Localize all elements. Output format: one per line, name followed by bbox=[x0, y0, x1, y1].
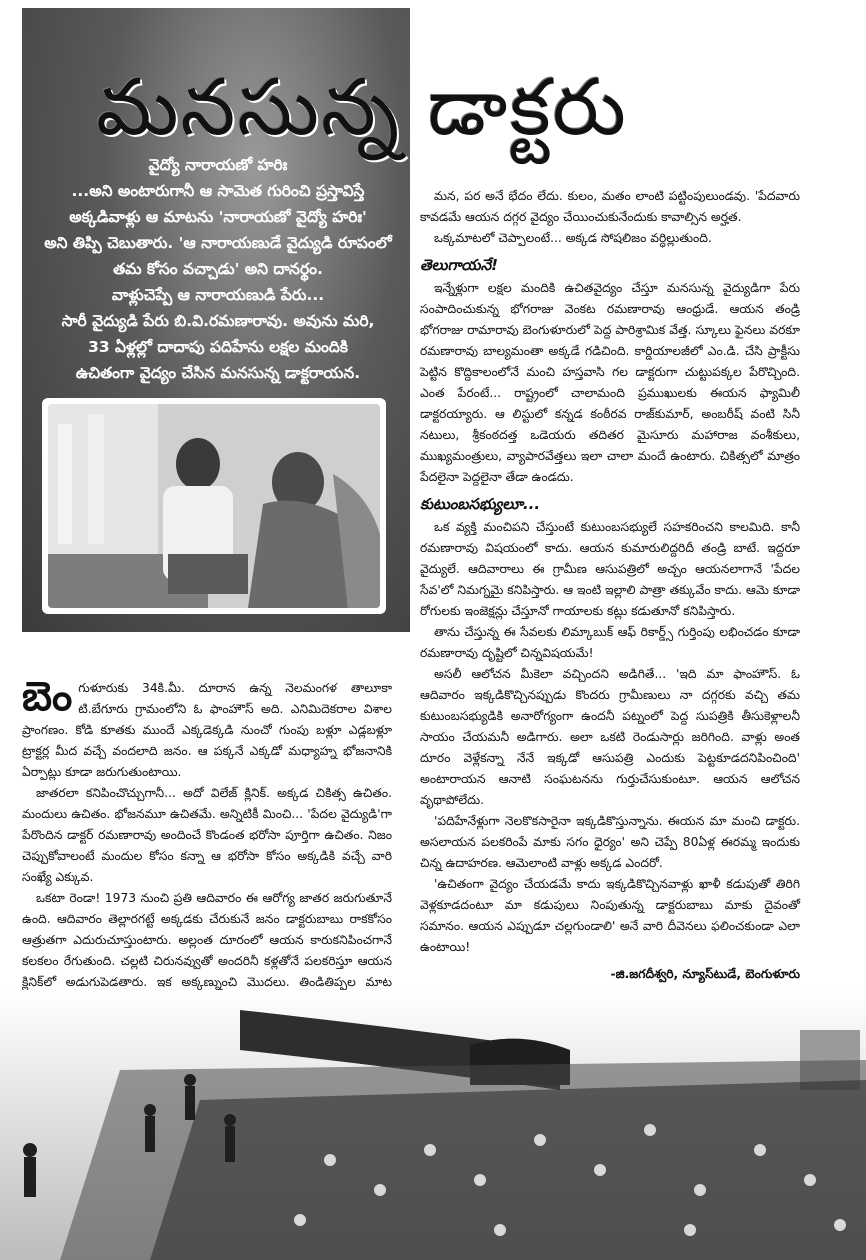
paragraph: ఒక్కమాటలో చెప్పాలంటే... అక్కడ సోషలిజం వర్ధిల్లుతుంది. bbox=[434, 231, 712, 245]
paragraph: ఇన్నేళ్లుగా లక్షల మందికి ఉచితవైద్యం చేస్తూ మనసున్న వైద్యుడిగా పేరు సంపాదించుకున్న భోగరాజు వెంకట రమణారావు ఆంధ్రుడే. ఆయన తండ్రి భోగరాజు రామారావు బెంగుళూరులో పెద్ద పారిశ్రామిక వేత్త. స్కూలు ఫైనలు వరకూ రమణారావు బాల్యమంతా అక్కడే గడిచింది. కార్డియాలజీలో ఎం.డి. చేసి ప్రాక్టీసు పెట్టిన కొద్దికాలంలోనే మంచి హస్తవాసి గల డాక్టరుగా చుట్టుపక్కల పేరొచ్చింది. ఎంత పేరంటే... రాష్ట్రంలో చాలామంది ప్రముఖులకు ఈయన ఫ్యామిలీ డాక్టరయ్యారు. ఆ లిస్టులో కన్నడ కంఠీరవ రాజ్‌కుమార్, అంబరీష్ వంటి సినీ నటులు, శ్రీకంఠదత్త ఒడెయరు తదితర మైసూరు మహారాజ వంశీకులు, ముఖ్యమంత్రులు, వ్యాపారవేత్తలు ఇలా చాలా మందే ఉంటారు. చికిత్సలో మాత్రం పేదలైనా పెద్దలైనా తేడా ఉండదు. bbox=[420, 281, 800, 484]
right-column bbox=[420, 186, 800, 985]
subheading: తెలుగాయనే! bbox=[420, 256, 498, 274]
intro-line: 33 ఏళ్లల్లో దాదాపు పదిహేను లక్షల మందికి bbox=[88, 338, 348, 356]
crowd-photo bbox=[0, 990, 866, 1260]
subheading: కుటుంబసభ్యులూ... bbox=[420, 495, 541, 513]
doctor-photo bbox=[42, 398, 386, 614]
paragraph: 'పదిహేనేళ్లుగా నెలకొకసారైనా ఇక్కడికొస్తున్నాను. ఈయన మా మంచి డాక్టరు. అసలాయన పలకరింపే మాకు సగం ధైర్యం' అని చెప్పే 80ఏళ్ల ఈరమ్మ ఇందుకు చిన్న ఉదాహరణ. ఆమెలాంటి వాళ్లు అక్కడ ఎందరో. bbox=[420, 814, 800, 870]
paragraph: తాను చేస్తున్న ఈ సేవలకు లిమ్కాబుక్ ఆఫ్ రికార్డ్స్ గుర్తింపు లభించడం కూడా రమణారావు దృష్టిలో చిన్నవిషయమే! bbox=[420, 625, 800, 660]
intro-line: ...అని అంటారుగానీ ఆ సామెత గురించి ప్రస్తావిస్తే bbox=[71, 182, 365, 200]
paragraph: మన, పర అనే భేదం లేదు. కులం, మతం లాంటి పట్టింపులుండవు. 'పేదవారు కావడమే ఆయన దగ్గర వైద్యం చేయించుకునేందుకు కావాల్సిన అర్హత. bbox=[420, 189, 800, 224]
paragraph: ఒక వ్యక్తి మంచిపని చేస్తుంటే కుటుంబసభ్యులే సహకరించని కాలమిది. కానీ రమణారావు విషయంలో కాదు. ఆయన కుమారులిద్దరిదీ తండ్రి బాటే. ఇద్దరూ వైద్యులే. ఆదివారాలు ఈ గ్రామీణ ఆసుపత్రిలో అచ్చం ఆయనలాగానే 'పేదల సేవ'లో నిమగ్నమై కనిపిస్తారు. ఆ ఇంటి ఇల్లాలి పాత్రా తక్కువేం కాదు. ఆమె కూడా రోగులకు ఇంజెక్షన్లు చేస్తూనో గాయాలకు కట్లు కడుతూనో కనిపిస్తారు. bbox=[420, 520, 800, 618]
paragraph: గుళూరుకు 34కి.మీ. దూరాన ఉన్న నెలమంగళ తాలూకా టి.బేగూరు గ్రామంలోని ఓ ఫాంహౌస్ అది. ఎనిమిదెకరాల విశాల ప్రాంగణం. కోడి కూతకు ముందే ఎక్కడెక్కడి నుంచో గుంపు బళ్లూ ఎడ్లబళ్లూ ట్రాక్టర్ల మీద వచ్చే వందలాది జనం. ఆ పక్కనే ఎక్కడో మధ్యాహ్న భోజనానికి ఏర్పాట్లు కూడా జరుగుతుంటాయి. bbox=[22, 681, 392, 779]
left-column bbox=[22, 673, 392, 1014]
paragraph: జాతరలా కనిపించొచ్చుగానీ... అదో విలేజ్ క్లినిక్. అక్కడ చికిత్స ఉచితం. మందులు ఉచితం. భోజనమూ ఉచితమే. అన్నిటికీ మించి... 'పేదల వైద్యుడి'గా పేరొందిన డాక్టర్ రమణారావు అందించే కొండంత భరోసా పూర్తిగా ఉచితం. నిజం చెప్పుకోవాలంటే మందుల కోసం కన్నా ఆ భరోసా కోసం అక్కడికి వచ్చే వారి సంఖ్యే ఎక్కువ. bbox=[22, 786, 392, 884]
intro-line: అని తిప్పి చెబుతారు. 'ఆ నారాయణుడే వైద్యుడి రూపంలో bbox=[44, 234, 392, 252]
doctor-with-patient-image bbox=[48, 404, 380, 608]
intro-line: తమ కోసం వచ్చాడు' అని దానర్థం. bbox=[113, 260, 323, 278]
intro-line: సారీ వైద్యుడి పేరు బి.వి.రమణారావు. అవును మరి, bbox=[61, 312, 375, 330]
intro-text bbox=[40, 152, 396, 386]
page-title: మనసున్న డాక్టరు bbox=[96, 63, 628, 153]
dropcap: బెం bbox=[22, 673, 73, 720]
intro-line: వైద్యో నారాయణో హరిః bbox=[148, 156, 288, 174]
paragraph: 'ఉచితంగా వైద్యం చేయడమే కాదు ఇక్కడికొచ్చినవాళ్లు ఖాళీ కడుపుతో తిరిగి వెళ్లకూడదంటూ మా కడుపులు నింపుతున్న డాక్టరుబాబు మాకు దైవంతో సమానం. ఆయన ఎప్పుడూ చల్లగుండాలి' అనే వారి దీవెనలు ఫలించకుండా ఎలా ఉంటాయి! bbox=[420, 877, 800, 954]
byline: -జి.జగదీశ్వరి, న్యూస్‌టుడే, బెంగుళూరు bbox=[610, 967, 800, 981]
intro-line: ఉచితంగా వైద్యం చేసిన మనసున్న డాక్టరాయన. bbox=[75, 364, 361, 382]
paragraph: ఒకటా రెండా! 1973 నుంచి ప్రతి ఆదివారం ఈ ఆరోగ్య జాతర జరుగుతూనే ఉంది. ఆదివారం తెల్లారగట్టే అక్కడకు చేరుకునే జనం డాక్టరుబాబు రాకకోసం ఆత్రుతగా ఎదురుచూస్తుంటారు. అల్లంత దూరంలో ఆయన కారుకనిపించగానే కలకలం రేగుతుంది. చల్లటి చిరునవ్వుతో అందరినీ కళ్లతోనే పలకరిస్తూ ఆయన క్లినిక్‌లో అడుగుపెడతారు. ఇక అక్కణ్నుంచి మొదలు. తిండితిప్పల మాట bbox=[22, 891, 392, 989]
photo-illustration bbox=[48, 404, 380, 608]
intro-line: అక్కడివాళ్లు ఆ మాటను 'నారాయణో వైద్యో హరిః' bbox=[69, 208, 367, 226]
crowd-illustration bbox=[0, 990, 866, 1260]
paragraph: అసలీ ఆలోచన మీకెలా వచ్చిందని అడిగితే... 'ఇది మా ఫాంహౌస్. ఓ ఆదివారం ఇక్కడికొచ్చినప్పుడు కొందరు గ్రామీణులు నా దగ్గరకు వచ్చి తమ కుటుంబసభ్యుడికి అనారోగ్యంగా ఉందనీ పట్నంలో పెద్ద సుపత్రికి తీసుకెళ్లాలనీ సాయం చేయమనీ అడిగారు. అలా ఒకటి రెండుసార్లు జరిగింది. వాళ్లు అంత దూరం వెళ్లేకన్నా నేనే ఇక్కడో ఆసుపత్రి ఎందుకు పెట్టకూడదనిపించింది' అంటారాయన ఆనాటి సంఘటనను గుర్తుచేసుకుంటూ. ఆయన ఆలోచన వృథాపోలేదు. bbox=[420, 667, 800, 807]
intro-line: వాళ్లుచెప్పే ఆ నారాయణుడి పేరు... bbox=[111, 286, 325, 304]
